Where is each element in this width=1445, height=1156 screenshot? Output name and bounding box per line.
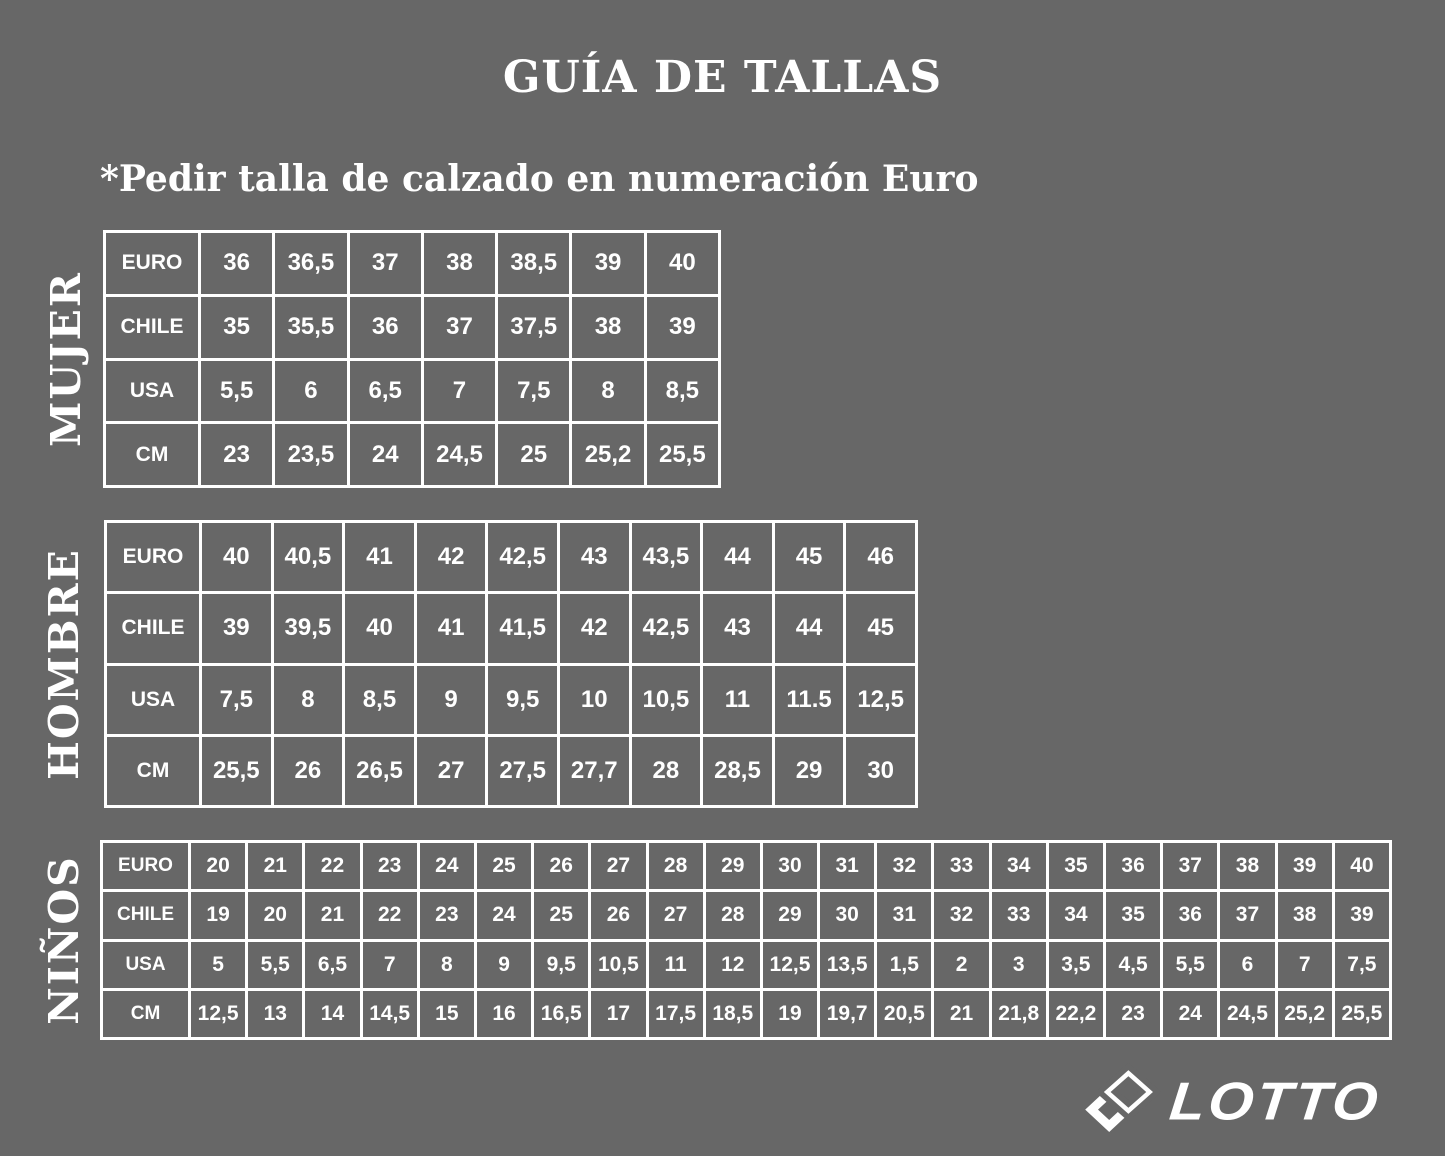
size-value-cell: 14 <box>304 989 361 1038</box>
size-value-cell: 41,5 <box>487 593 559 664</box>
size-value-cell: 18,5 <box>704 989 761 1038</box>
lotto-logo <box>1082 1060 1432 1144</box>
size-value-cell: 12,5 <box>845 664 917 735</box>
table-row <box>102 989 1391 1038</box>
size-value-cell: 37 <box>1162 842 1219 891</box>
size-value-cell: 24 <box>348 423 422 487</box>
size-value-cell: 7,5 <box>201 664 273 735</box>
size-value-cell: 36 <box>200 232 274 296</box>
size-value-cell: 36 <box>348 295 422 359</box>
size-value-cell: 8 <box>272 664 344 735</box>
table-row <box>102 842 1391 891</box>
size-value-cell: 9 <box>475 940 532 989</box>
size-value-cell: 12 <box>704 940 761 989</box>
table-row <box>105 423 720 487</box>
size-value-cell: 9 <box>415 664 487 735</box>
size-value-cell: 37 <box>348 232 422 296</box>
row-label-cell: EURO <box>105 232 200 296</box>
row-label-cell: EURO <box>102 842 190 891</box>
row-label-cell: USA <box>105 359 200 423</box>
size-value-cell: 27 <box>647 891 704 940</box>
size-value-cell: 21,8 <box>990 989 1047 1038</box>
size-value-cell: 29 <box>773 735 845 806</box>
size-value-cell: 2 <box>933 940 990 989</box>
size-value-cell: 25,5 <box>1333 989 1390 1038</box>
size-value-cell: 24 <box>1162 989 1219 1038</box>
size-value-cell: 37,5 <box>497 295 571 359</box>
size-value-cell: 24,5 <box>422 423 496 487</box>
size-value-cell: 10,5 <box>630 664 702 735</box>
size-value-cell: 22 <box>361 891 418 940</box>
size-value-cell: 35 <box>200 295 274 359</box>
size-value-cell: 25,5 <box>645 423 719 487</box>
table-row <box>105 232 720 296</box>
size-value-cell: 38,5 <box>497 232 571 296</box>
size-value-cell: 21 <box>247 842 304 891</box>
size-value-cell: 23 <box>361 842 418 891</box>
size-value-cell: 11 <box>647 940 704 989</box>
size-value-cell: 30 <box>845 735 917 806</box>
row-label-cell: CHILE <box>102 891 190 940</box>
row-label-cell: CM <box>106 735 201 806</box>
size-value-cell: 38 <box>1219 842 1276 891</box>
size-value-cell: 32 <box>933 891 990 940</box>
size-value-cell: 39 <box>571 232 645 296</box>
size-value-cell: 19,7 <box>819 989 876 1038</box>
hombre-size-table <box>104 520 918 808</box>
size-value-cell: 19 <box>761 989 818 1038</box>
size-value-cell: 39 <box>1333 891 1390 940</box>
size-value-cell: 7 <box>1276 940 1333 989</box>
size-value-cell: 5 <box>190 940 247 989</box>
size-value-cell: 25,2 <box>571 423 645 487</box>
size-value-cell: 17,5 <box>647 989 704 1038</box>
size-value-cell: 30 <box>761 842 818 891</box>
size-value-cell: 38 <box>422 232 496 296</box>
size-value-cell: 5,5 <box>1162 940 1219 989</box>
size-value-cell: 6,5 <box>304 940 361 989</box>
size-value-cell: 17 <box>590 989 647 1038</box>
size-value-cell: 11 <box>702 664 774 735</box>
size-value-cell: 1,5 <box>876 940 933 989</box>
size-value-cell: 23 <box>1105 989 1162 1038</box>
table-row <box>102 891 1391 940</box>
size-value-cell: 27,7 <box>558 735 630 806</box>
size-value-cell: 44 <box>702 522 774 593</box>
size-value-cell: 7,5 <box>1333 940 1390 989</box>
size-value-cell: 33 <box>933 842 990 891</box>
size-value-cell: 46 <box>845 522 917 593</box>
size-value-cell: 25 <box>533 891 590 940</box>
size-value-cell: 7,5 <box>497 359 571 423</box>
table-row <box>102 940 1391 989</box>
size-value-cell: 45 <box>845 593 917 664</box>
size-value-cell: 8,5 <box>645 359 719 423</box>
size-value-cell: 14,5 <box>361 989 418 1038</box>
size-value-cell: 20,5 <box>876 989 933 1038</box>
size-value-cell: 38 <box>571 295 645 359</box>
size-value-cell: 42 <box>415 522 487 593</box>
size-value-cell: 26 <box>590 891 647 940</box>
size-value-cell: 36 <box>1105 842 1162 891</box>
lotto-double-diamond-icon <box>1082 1060 1162 1145</box>
size-value-cell: 36,5 <box>274 232 348 296</box>
size-value-cell: 36 <box>1162 891 1219 940</box>
size-value-cell: 12,5 <box>190 989 247 1038</box>
row-label-cell: CHILE <box>106 593 201 664</box>
size-value-cell: 5,5 <box>200 359 274 423</box>
size-value-cell: 31 <box>876 891 933 940</box>
size-value-cell: 41 <box>344 522 416 593</box>
size-value-cell: 43,5 <box>630 522 702 593</box>
size-value-cell: 29 <box>704 842 761 891</box>
size-value-cell: 16,5 <box>533 989 590 1038</box>
size-value-cell: 26,5 <box>344 735 416 806</box>
size-value-cell: 21 <box>304 891 361 940</box>
mujer-size-table <box>103 230 721 488</box>
size-value-cell: 8 <box>571 359 645 423</box>
size-value-cell: 31 <box>819 842 876 891</box>
size-value-cell: 25,5 <box>201 735 273 806</box>
size-value-cell: 9,5 <box>533 940 590 989</box>
size-value-cell: 37 <box>1219 891 1276 940</box>
size-value-cell: 8,5 <box>344 664 416 735</box>
size-value-cell: 42,5 <box>487 522 559 593</box>
size-value-cell: 37 <box>422 295 496 359</box>
page-subtitle: *Pedir talla de calzado en numeración Euro <box>100 158 979 200</box>
size-value-cell: 27 <box>415 735 487 806</box>
size-value-cell: 20 <box>247 891 304 940</box>
size-value-cell: 28 <box>630 735 702 806</box>
size-value-cell: 3 <box>990 940 1047 989</box>
size-value-cell: 40 <box>344 593 416 664</box>
size-value-cell: 27 <box>590 842 647 891</box>
size-value-cell: 19 <box>190 891 247 940</box>
lotto-wordmark: LOTTO <box>1166 1071 1384 1132</box>
size-value-cell: 44 <box>773 593 845 664</box>
size-value-cell: 16 <box>475 989 532 1038</box>
size-value-cell: 6 <box>1219 940 1276 989</box>
size-value-cell: 33 <box>990 891 1047 940</box>
row-label-cell: EURO <box>106 522 201 593</box>
size-value-cell: 11.5 <box>773 664 845 735</box>
size-value-cell: 3,5 <box>1047 940 1104 989</box>
size-value-cell: 30 <box>819 891 876 940</box>
size-value-cell: 10,5 <box>590 940 647 989</box>
size-value-cell: 24,5 <box>1219 989 1276 1038</box>
size-value-cell: 42 <box>558 593 630 664</box>
size-value-cell: 41 <box>415 593 487 664</box>
size-value-cell: 39,5 <box>272 593 344 664</box>
size-value-cell: 7 <box>361 940 418 989</box>
size-value-cell: 43 <box>702 593 774 664</box>
size-value-cell: 38 <box>1276 891 1333 940</box>
table-row <box>106 664 917 735</box>
size-value-cell: 23 <box>418 891 475 940</box>
size-value-cell: 25,2 <box>1276 989 1333 1038</box>
size-value-cell: 39 <box>201 593 273 664</box>
size-value-cell: 35 <box>1105 891 1162 940</box>
table-row <box>106 735 917 806</box>
size-value-cell: 26 <box>533 842 590 891</box>
size-value-cell: 4,5 <box>1105 940 1162 989</box>
size-value-cell: 45 <box>773 522 845 593</box>
size-value-cell: 24 <box>475 891 532 940</box>
group-label-mujer: MUJER <box>42 271 90 447</box>
size-value-cell: 23,5 <box>274 423 348 487</box>
size-value-cell: 13 <box>247 989 304 1038</box>
group-label-ninos: NIÑOS <box>40 855 88 1025</box>
size-value-cell: 5,5 <box>247 940 304 989</box>
size-value-cell: 23 <box>200 423 274 487</box>
size-value-cell: 40 <box>645 232 719 296</box>
size-value-cell: 7 <box>422 359 496 423</box>
size-value-cell: 34 <box>990 842 1047 891</box>
size-value-cell: 12,5 <box>761 940 818 989</box>
size-value-cell: 25 <box>497 423 571 487</box>
size-value-cell: 22 <box>304 842 361 891</box>
size-value-cell: 40 <box>201 522 273 593</box>
size-value-cell: 10 <box>558 664 630 735</box>
size-value-cell: 6,5 <box>348 359 422 423</box>
size-value-cell: 39 <box>645 295 719 359</box>
size-value-cell: 40 <box>1333 842 1390 891</box>
table-row <box>106 593 917 664</box>
row-label-cell: USA <box>106 664 201 735</box>
table-row <box>106 522 917 593</box>
table-row <box>105 359 720 423</box>
size-value-cell: 24 <box>418 842 475 891</box>
size-value-cell: 32 <box>876 842 933 891</box>
size-value-cell: 9,5 <box>487 664 559 735</box>
size-value-cell: 8 <box>418 940 475 989</box>
size-value-cell: 42,5 <box>630 593 702 664</box>
size-value-cell: 39 <box>1276 842 1333 891</box>
table-row <box>105 295 720 359</box>
size-value-cell: 43 <box>558 522 630 593</box>
size-value-cell: 34 <box>1047 891 1104 940</box>
size-value-cell: 28 <box>647 842 704 891</box>
size-value-cell: 28 <box>704 891 761 940</box>
size-value-cell: 20 <box>190 842 247 891</box>
row-label-cell: CHILE <box>105 295 200 359</box>
size-value-cell: 40,5 <box>272 522 344 593</box>
ninos-size-table <box>100 840 1392 1040</box>
size-value-cell: 28,5 <box>702 735 774 806</box>
size-value-cell: 22,2 <box>1047 989 1104 1038</box>
size-value-cell: 27,5 <box>487 735 559 806</box>
size-value-cell: 35,5 <box>274 295 348 359</box>
size-value-cell: 13,5 <box>819 940 876 989</box>
row-label-cell: USA <box>102 940 190 989</box>
size-value-cell: 29 <box>761 891 818 940</box>
row-label-cell: CM <box>102 989 190 1038</box>
size-value-cell: 6 <box>274 359 348 423</box>
group-label-hombre: HOMBRE <box>40 548 88 780</box>
size-value-cell: 35 <box>1047 842 1104 891</box>
size-value-cell: 15 <box>418 989 475 1038</box>
row-label-cell: CM <box>105 423 200 487</box>
size-value-cell: 26 <box>272 735 344 806</box>
page-title: GUÍA DE TALLAS <box>502 52 943 103</box>
size-value-cell: 25 <box>475 842 532 891</box>
size-value-cell: 21 <box>933 989 990 1038</box>
